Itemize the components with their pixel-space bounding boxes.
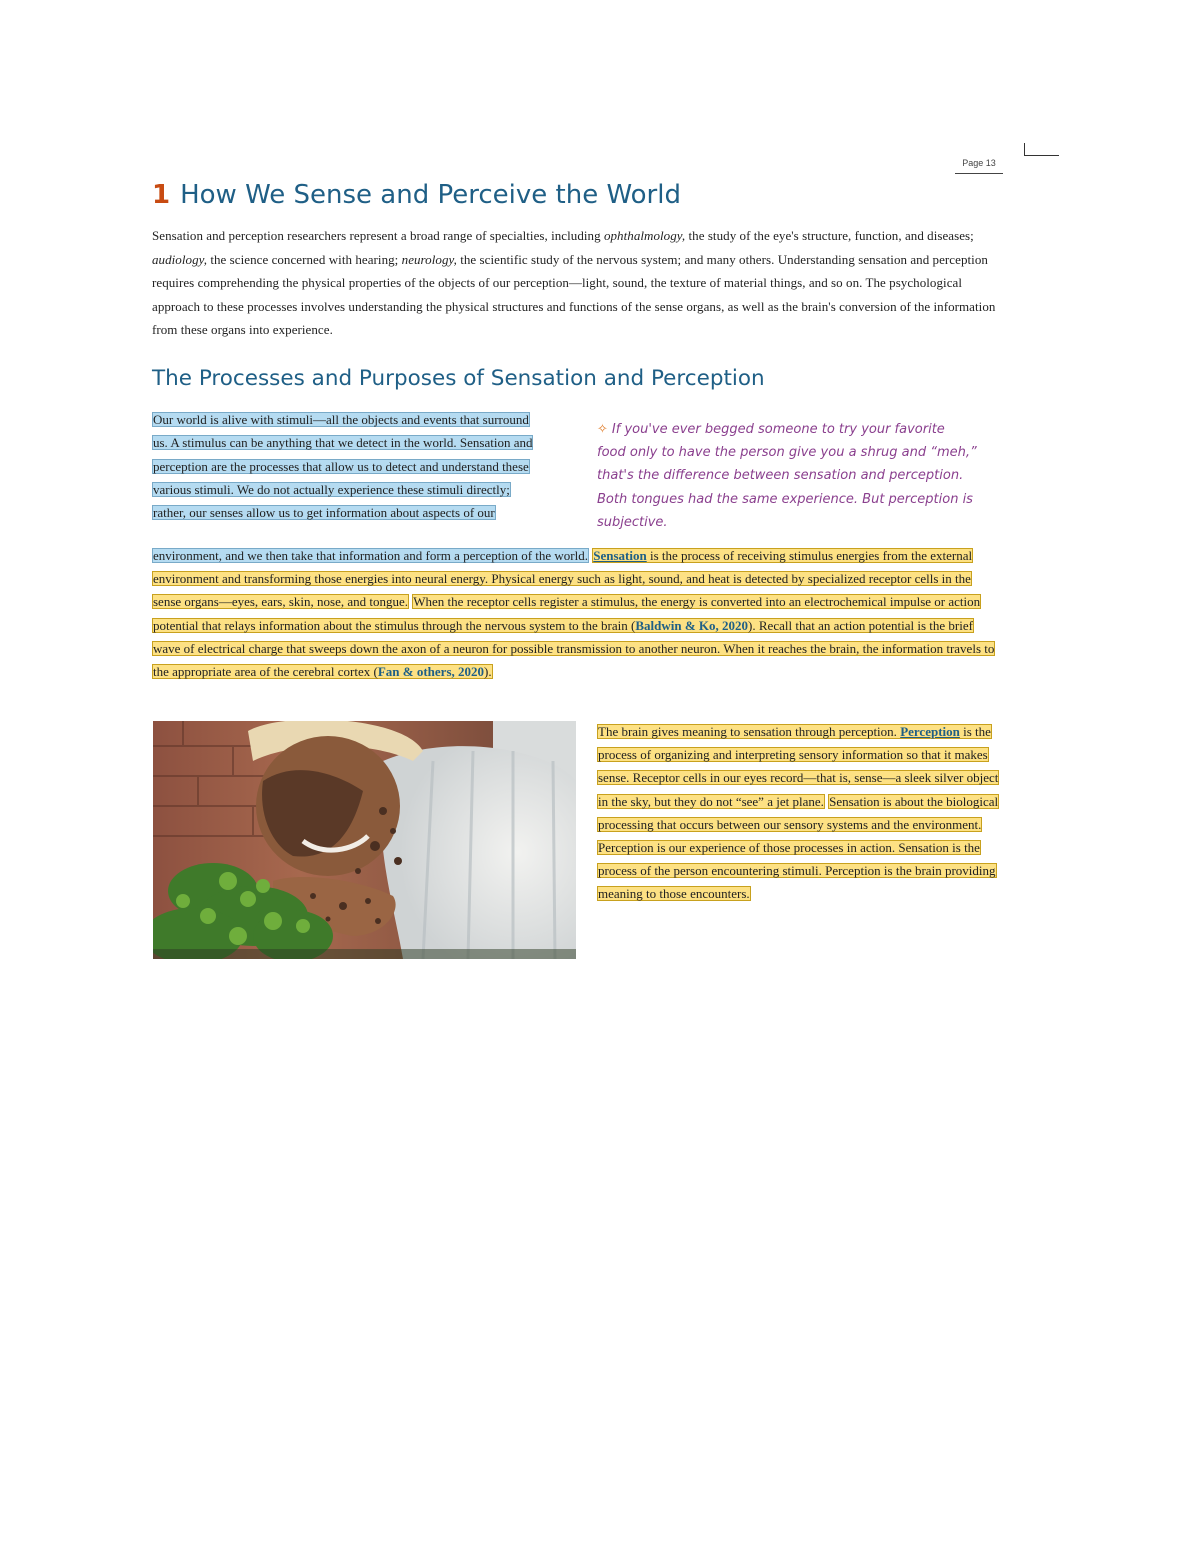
page-number: Page 13: [955, 158, 1003, 174]
term-sensation[interactable]: Sensation: [593, 548, 647, 563]
sensation-definition: is the process of receiving stimulus energies from the external environment and transforming those energies into neural energy. Physical energy such as light, sound, and heat is detected by specialized receptor cells in the sense organs—eyes, ears, skin, nose, and tongue.: [153, 548, 973, 610]
page-corner-mark: [1024, 143, 1059, 156]
chapter-title: [152, 180, 681, 210]
term-ophthalmology: ophthalmology,: [603, 228, 686, 243]
closing-paren: ).: [484, 664, 492, 680]
intro-text-2: the study of the eye's structure, function, and diseases;: [685, 228, 974, 243]
chapter-title-text: How We Sense and Perceive the World: [180, 180, 681, 210]
pull-quote-text: If you've ever begged someone to try your favorite food only to have the person give you a shrug and “meh,” that's the difference between sensation and perception. Both tongues had the same experience. But perception is subjective.: [597, 422, 977, 530]
body-wide-paragraph: [152, 544, 1000, 683]
section-title: The Processes and Purposes of Sensation and Perception: [152, 366, 765, 391]
photo-illustration: [153, 721, 576, 959]
citation-link-baldwin[interactable]: Baldwin & Ko, 2020: [635, 617, 749, 633]
intro-text-4: the scientific study of the nervous system; and many others. Understanding sensation and perception requires comprehending the physical properties of the objects of our perception—light, sound, the texture of material things, and so on. The psychological approach to these processes involves understanding the physical structures and functions of the sense organs, as well as the brain's conversion of the information from these organs into experience.: [152, 251, 996, 337]
intro-text-1: Sensation and perception researchers represent a broad range of specialties, including: [152, 228, 604, 243]
sparkle-icon: ✧: [597, 422, 608, 437]
action-potential-text: ). Recall that an action potential is the brief wave of electrical charge that sweeps down the axon of a neuron for possible transmission to another neuron. When it reaches the brain, the information travels to the appropriate area of the cerebral cortex (: [153, 617, 995, 680]
body-left-column: [152, 408, 537, 524]
term-neurology: neurology,: [401, 251, 457, 267]
term-perception[interactable]: Perception: [900, 724, 960, 739]
pull-quote: [597, 418, 977, 534]
citation-link-fan[interactable]: Fan & others, 2020: [377, 664, 485, 680]
perception-definition: is the process of organizing and interpreting sensory information so that it makes sense. Receptor cells in our eyes record—that is, sense—a sleek silver object in the sky, but they do not “see” a jet plane.: [598, 724, 999, 809]
intro-text-3: the science concerned with hearing;: [207, 251, 402, 267]
herbs-photo: [153, 721, 576, 959]
receptor-text: When the receptor cells register a stimulus, the energy is converted into an electrochemical impulse or action potential that relays information about the stimulus through the nervous system to the brain (: [153, 594, 981, 633]
highlight-yellow-4[interactable]: Sensation is about the biological processing that occurs between our sensory systems and the environment. Perception is our experience of those processes in action. Sensation is the process of the person encountering stimuli. Perception is the brain providing meaning to those encounters.: [598, 793, 999, 902]
chapter-number: 1: [152, 180, 171, 210]
intro-paragraph: [152, 224, 1002, 342]
highlight-blue[interactable]: Our world is alive with stimuli—all the objects and events that surround us. A stimulus can be anything that we detect in the world. Sensation and perception are the processes that allow us to detect and understand these various stimuli. We do not actually experience these stimuli directly; rather, our senses allow us to get information about aspects of our: [153, 412, 533, 521]
perception-intro: The brain gives meaning to sensation through perception.: [598, 724, 897, 739]
highlight-blue-tail[interactable]: environment, and we then take that information and form a perception of the world.: [153, 548, 588, 563]
body-right-column: [597, 720, 1002, 906]
term-audiology: audiology,: [152, 251, 208, 267]
